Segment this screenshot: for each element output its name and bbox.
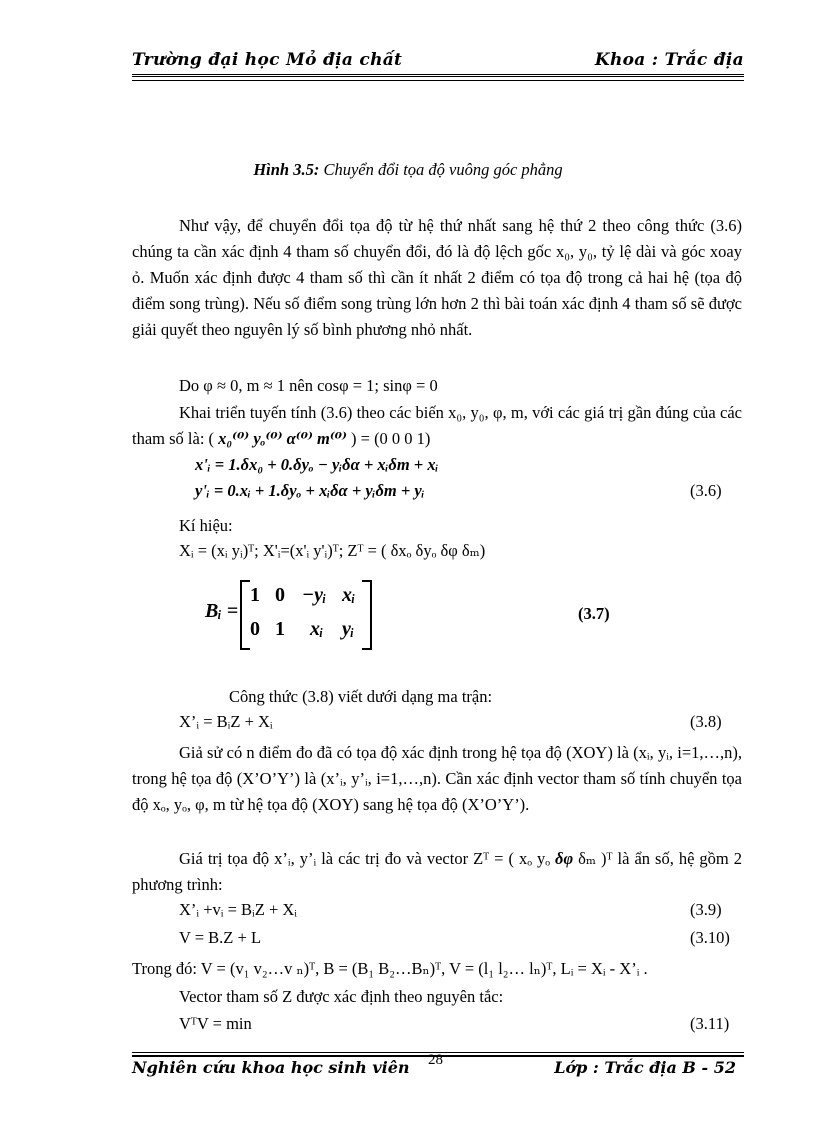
- page-number: 28: [428, 1052, 443, 1068]
- matrix-r2c2: 1: [275, 618, 285, 640]
- header-rule: [132, 74, 744, 81]
- matrix-r2c1: 0: [250, 618, 260, 640]
- matrix-r1c4: xᵢ: [342, 584, 356, 606]
- matrix-left-bracket: [240, 580, 250, 650]
- caption-text: Chuyển đổi tọa độ vuông góc phẳng: [319, 160, 563, 179]
- kihieu-label: Kí hiệu:: [179, 516, 233, 535]
- matrix-right-bracket: [362, 580, 372, 650]
- approx-values: x₀⁽⁰⁾ yₒ⁽⁰⁾ α⁽⁰⁾ m⁽⁰⁾: [218, 429, 347, 448]
- paragraph-3-end: ) = (0 0 0 1): [351, 429, 431, 448]
- equation-3-11: VᵀV = min: [179, 1014, 252, 1033]
- paragraph-6-text: Giá trị tọa độ x’ᵢ, y’ᵢ là các trị đo và vector Zᵀ = ( xₒ yₒ: [179, 849, 550, 868]
- paragraph-1: Như vậy, để chuyển đổi tọa độ từ hệ thứ nhất sang hệ thứ 2 theo công thức (3.6) chúng ta cần xác định 4 tham số chuyển đổi, đó là độ lệch gốc x₀, y₀, tỷ lệ dài và góc xoay ỏ. Muốn xác định được 4 tham số thì cần ít nhất 2 điểm có tọa độ trong cả hai hệ (tọa độ điểm song trùng). Nếu số điểm song trùng lớn hơn 2 thì bài toán xác định 4 tham số sẽ được giải quyết theo nguyên lý số bình phương nhỏ nhất.: [132, 216, 742, 339]
- delta-phi: δφ: [555, 849, 574, 868]
- equation-3-8: X’ᵢ = BᵢZ + Xᵢ: [179, 712, 273, 731]
- paragraph-6: [132, 846, 742, 898]
- equation-number-3-10: (3.10): [690, 928, 730, 947]
- paragraph-8: Vector tham số Z được xác định theo nguyên tắc:: [179, 987, 504, 1006]
- equation-number-3-7: (3.7): [578, 604, 610, 623]
- caption-label: Hình 3.5:: [253, 160, 320, 179]
- matrix-r2c3: xᵢ: [310, 618, 324, 640]
- header-school: Trường đại học Mỏ địa chất: [132, 50, 403, 70]
- paragraph-3-text: Khai triển tuyến tính (3.6) theo các biến x₀, y₀, φ, m, với các giá trị gần đúng của các tham số là: (: [132, 403, 742, 448]
- paragraph-2: Do φ ≈ 0, m ≈ 1 nên cosφ = 1; sinφ = 0: [179, 376, 438, 395]
- matrix-r1c3: −yᵢ: [302, 584, 327, 606]
- kihieu-line: Xᵢ = (xᵢ yᵢ)ᵀ; X'ᵢ=(x'ᵢ y'ᵢ)ᵀ; Zᵀ = ( δxₒ δyₒ δφ δₘ): [179, 541, 486, 560]
- equation-3-9: X’ᵢ +vᵢ = BᵢZ + Xᵢ: [179, 900, 297, 919]
- matrix-r2c4: yᵢ: [342, 618, 355, 640]
- footer-right: Lớp : Trắc địa B - 52: [554, 1058, 736, 1077]
- matrix-r1c1: 1: [250, 584, 260, 606]
- matrix-r1c2: 0: [275, 584, 285, 606]
- matrix-lhs: Bᵢ =: [205, 600, 239, 622]
- equation-number-3-6: (3.6): [690, 481, 722, 500]
- paragraph-5: Giả sử có n điểm đo đã có tọa độ xác định trong hệ tọa độ (XOY) là (xᵢ, yᵢ, i=1,…,n), trong hệ tọa độ (X’O’Y’) là (x’ᵢ, y’ᵢ, i=1,…,n). Cần xác định vector tham số tính chuyển tọa độ xₒ, yₒ, φ, m từ hệ tọa độ (XOY) sang hệ tọa độ (X’O’Y’).: [132, 743, 742, 814]
- page-header: [132, 50, 744, 76]
- figure-caption: [0, 160, 816, 180]
- equation-3-6-a: x'ᵢ = 1.δx₀ + 0.δyₒ − yᵢδα + xᵢδm + xᵢ: [195, 455, 439, 474]
- footer-left: Nghiên cứu khoa học sinh viên: [132, 1058, 410, 1077]
- paragraph-3: [132, 400, 742, 452]
- equation-number-3-11: (3.11): [690, 1014, 730, 1033]
- equation-number-3-9: (3.9): [690, 900, 722, 919]
- header-faculty: Khoa : Trắc địa: [594, 50, 744, 70]
- paragraph-4: Công thức (3.8) viết dưới dạng ma trận:: [229, 687, 493, 706]
- paragraph-6-end: δₘ )ᵀ là ẩn số, hệ gồm 2 phương trình:: [132, 849, 742, 894]
- equation-3-10: V = B.Z + L: [179, 928, 262, 947]
- equation-3-6-b: y'ᵢ = 0.xᵢ + 1.δyₒ + xᵢδα + yᵢδm + yᵢ: [195, 481, 425, 500]
- paragraph-7: Trong đó: V = (v₁ v₂…v ₙ)ᵀ, B = (B₁ B₂…Bₙ)ᵀ, V = (l₁ l₂… lₙ)ᵀ, Lᵢ = Xᵢ - X’ᵢ .: [132, 959, 648, 978]
- equation-number-3-8: (3.8): [690, 712, 722, 731]
